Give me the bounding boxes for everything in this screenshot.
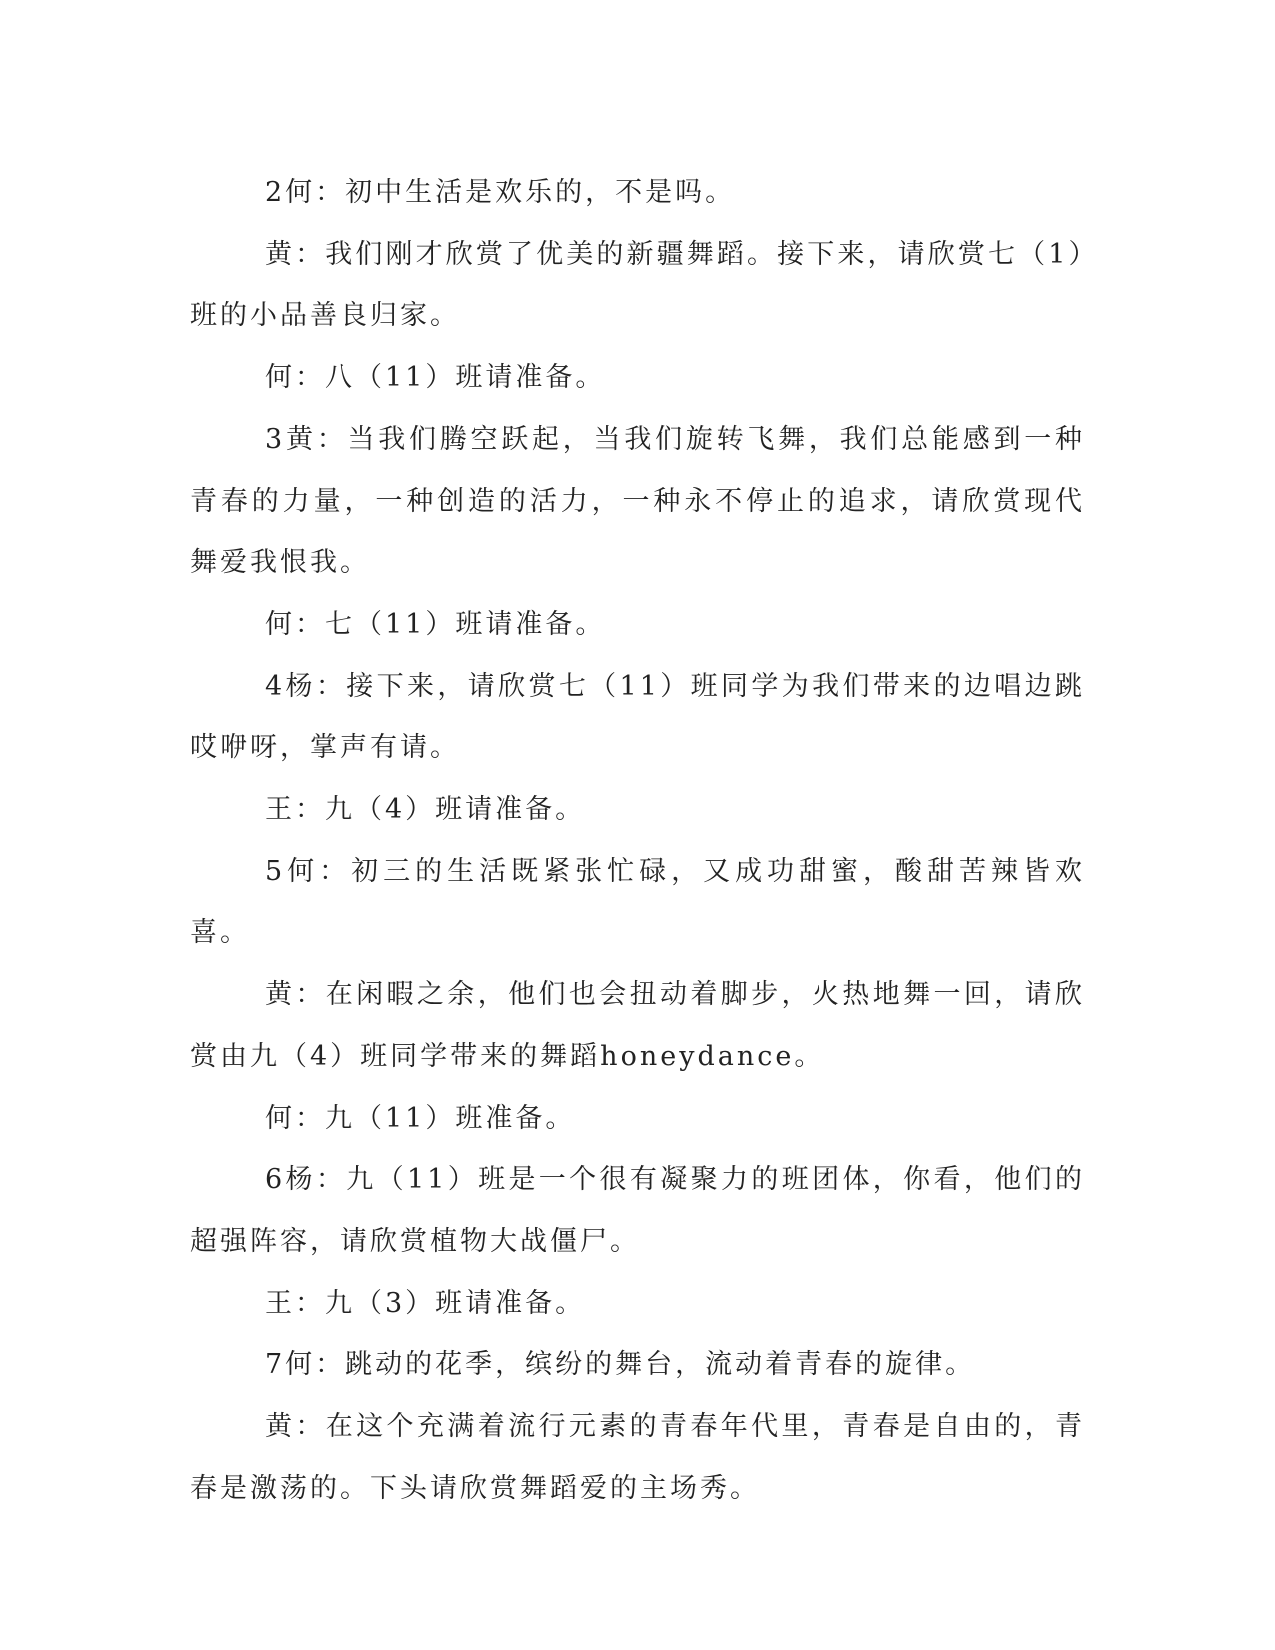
paragraph: 6杨：九（11）班是一个很有凝聚力的班团体，你看，他们的超强阵容，请欣赏植物大战僵尸。 <box>190 1164 1085 1257</box>
paragraph: 何：七（11）班请准备。 <box>265 608 606 640</box>
paragraph: 3黄：当我们腾空跃起，当我们旋转飞舞，我们总能感到一种青春的力量，一种创造的活力，一种永不停止的追求，请欣赏现代舞爱我恨我。 <box>190 423 1085 579</box>
paragraph: 何：八（11）班请准备。 <box>265 362 606 394</box>
paragraph: 王：九（4）班请准备。 <box>265 794 586 826</box>
paragraph: 黄：在闲暇之余，他们也会扭动着脚步，火热地舞一回，请欣赏由九（4）班同学带来的舞蹈honeydance。 <box>190 979 1085 1072</box>
paragraph: 2何：初中生活是欢乐的，不是吗。 <box>265 177 736 208</box>
paragraph: 5何：初三的生活既紧张忙碌，又成功甜蜜，酸甜苦辣皆欢喜。 <box>190 855 1085 949</box>
paragraph: 黄：我们刚才欣赏了优美的新疆舞蹈。接下来，请欣赏七（1）班的小品善良归家。 <box>190 238 1085 332</box>
document-body <box>190 162 1085 1519</box>
paragraph: 4杨：接下来，请欣赏七（11）班同学为我们带来的边唱边跳哎咿呀，掌声有请。 <box>190 670 1085 764</box>
paragraph: 王：九（3）班请准备。 <box>265 1287 586 1319</box>
paragraph: 何：九（11）班准备。 <box>265 1102 576 1134</box>
paragraph: 黄：在这个充满着流行元素的青春年代里，青春是自由的，青春是激荡的。下头请欣赏舞蹈爱的主场秀。 <box>190 1411 1085 1504</box>
paragraph: 7何：跳动的花季，缤纷的舞台，流动着青春的旋律。 <box>265 1349 976 1381</box>
